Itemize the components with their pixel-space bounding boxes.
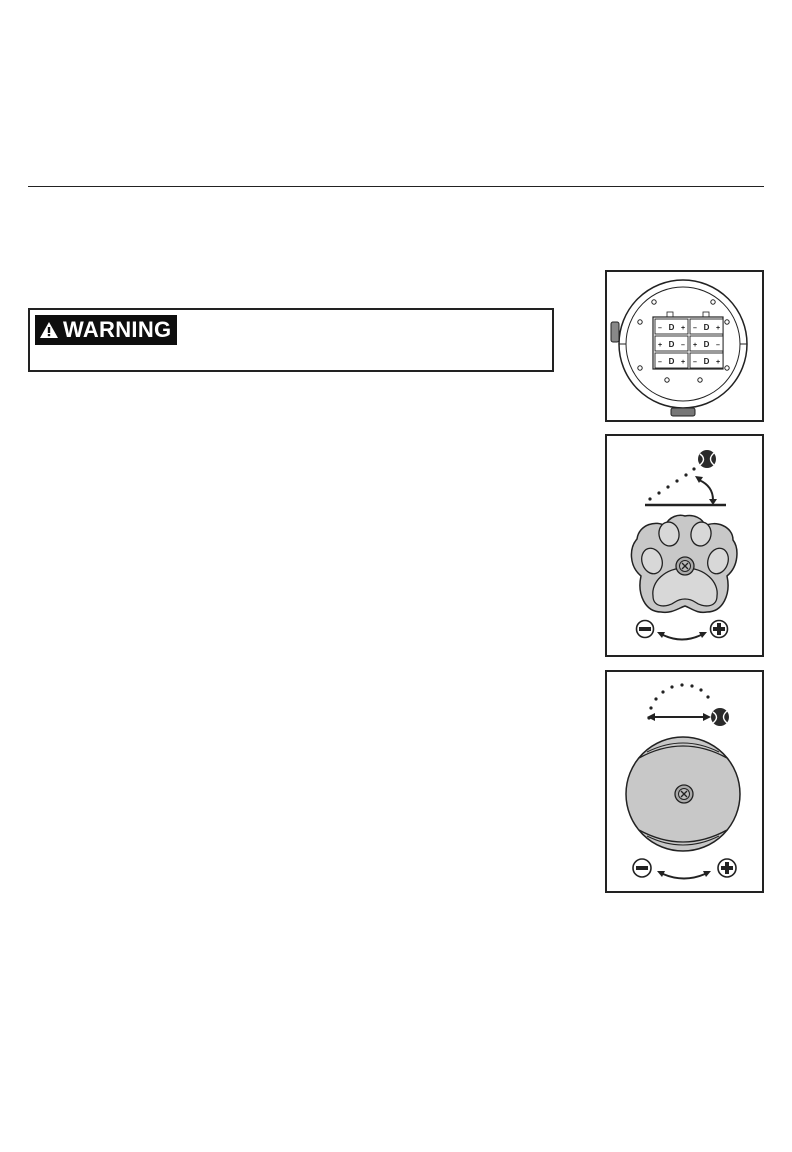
battery-cell-right: –: [681, 342, 685, 349]
battery-cell-left: +: [657, 342, 663, 349]
arc-dots: [647, 683, 709, 719]
side-knob: [611, 322, 619, 342]
battery-cell: [690, 319, 723, 334]
minus-icon: [633, 859, 651, 877]
battery-cell-mid: D: [703, 340, 710, 349]
warning-label: [35, 315, 177, 345]
plus-icon: [711, 621, 728, 638]
rotate-arrow: [663, 874, 705, 879]
adjust-screw-icon: [675, 785, 693, 803]
battery-cell-left: –: [658, 325, 662, 332]
battery-cell-right: +: [680, 325, 686, 332]
battery-cell-left: +: [692, 342, 698, 349]
header-rule: [28, 186, 764, 187]
bottom-foot: [671, 408, 695, 416]
battery-cell-right: +: [715, 325, 721, 332]
battery-cell: [690, 353, 723, 368]
battery-cell-left: –: [693, 325, 697, 332]
battery-cell-mid: D: [668, 340, 675, 349]
trajectory-dots: [648, 467, 695, 500]
battery-cell-right: +: [680, 359, 686, 366]
plus-icon: [718, 859, 736, 877]
battery-cell-mid: D: [668, 323, 675, 332]
battery-cell-right: +: [715, 359, 721, 366]
battery-cell-left: –: [658, 359, 662, 366]
battery-cell-mid: D: [668, 357, 675, 366]
battery-cell-mid: D: [703, 357, 710, 366]
battery-cell-left: –: [693, 359, 697, 366]
warning-triangle-icon: [39, 321, 59, 339]
battery-cell-right: –: [716, 342, 720, 349]
rotate-arrow: [663, 635, 701, 640]
battery-cell: [655, 336, 688, 351]
battery-cell: [655, 319, 688, 334]
tennis-ball-icon: [711, 708, 729, 726]
warning-text: WARNING: [63, 317, 172, 342]
battery-cell-mid: D: [703, 323, 710, 332]
battery-compartment-figure: [605, 270, 764, 422]
battery-cell: [655, 353, 688, 368]
battery-cell: [690, 336, 723, 351]
angle-arc-arrow: [699, 480, 713, 500]
launch-angle-figure: [605, 434, 764, 657]
warning-box: [28, 308, 554, 372]
tennis-ball-icon: [698, 450, 716, 468]
adjust-screw-icon: [676, 557, 694, 575]
distance-figure: [605, 670, 764, 893]
minus-icon: [637, 621, 654, 638]
